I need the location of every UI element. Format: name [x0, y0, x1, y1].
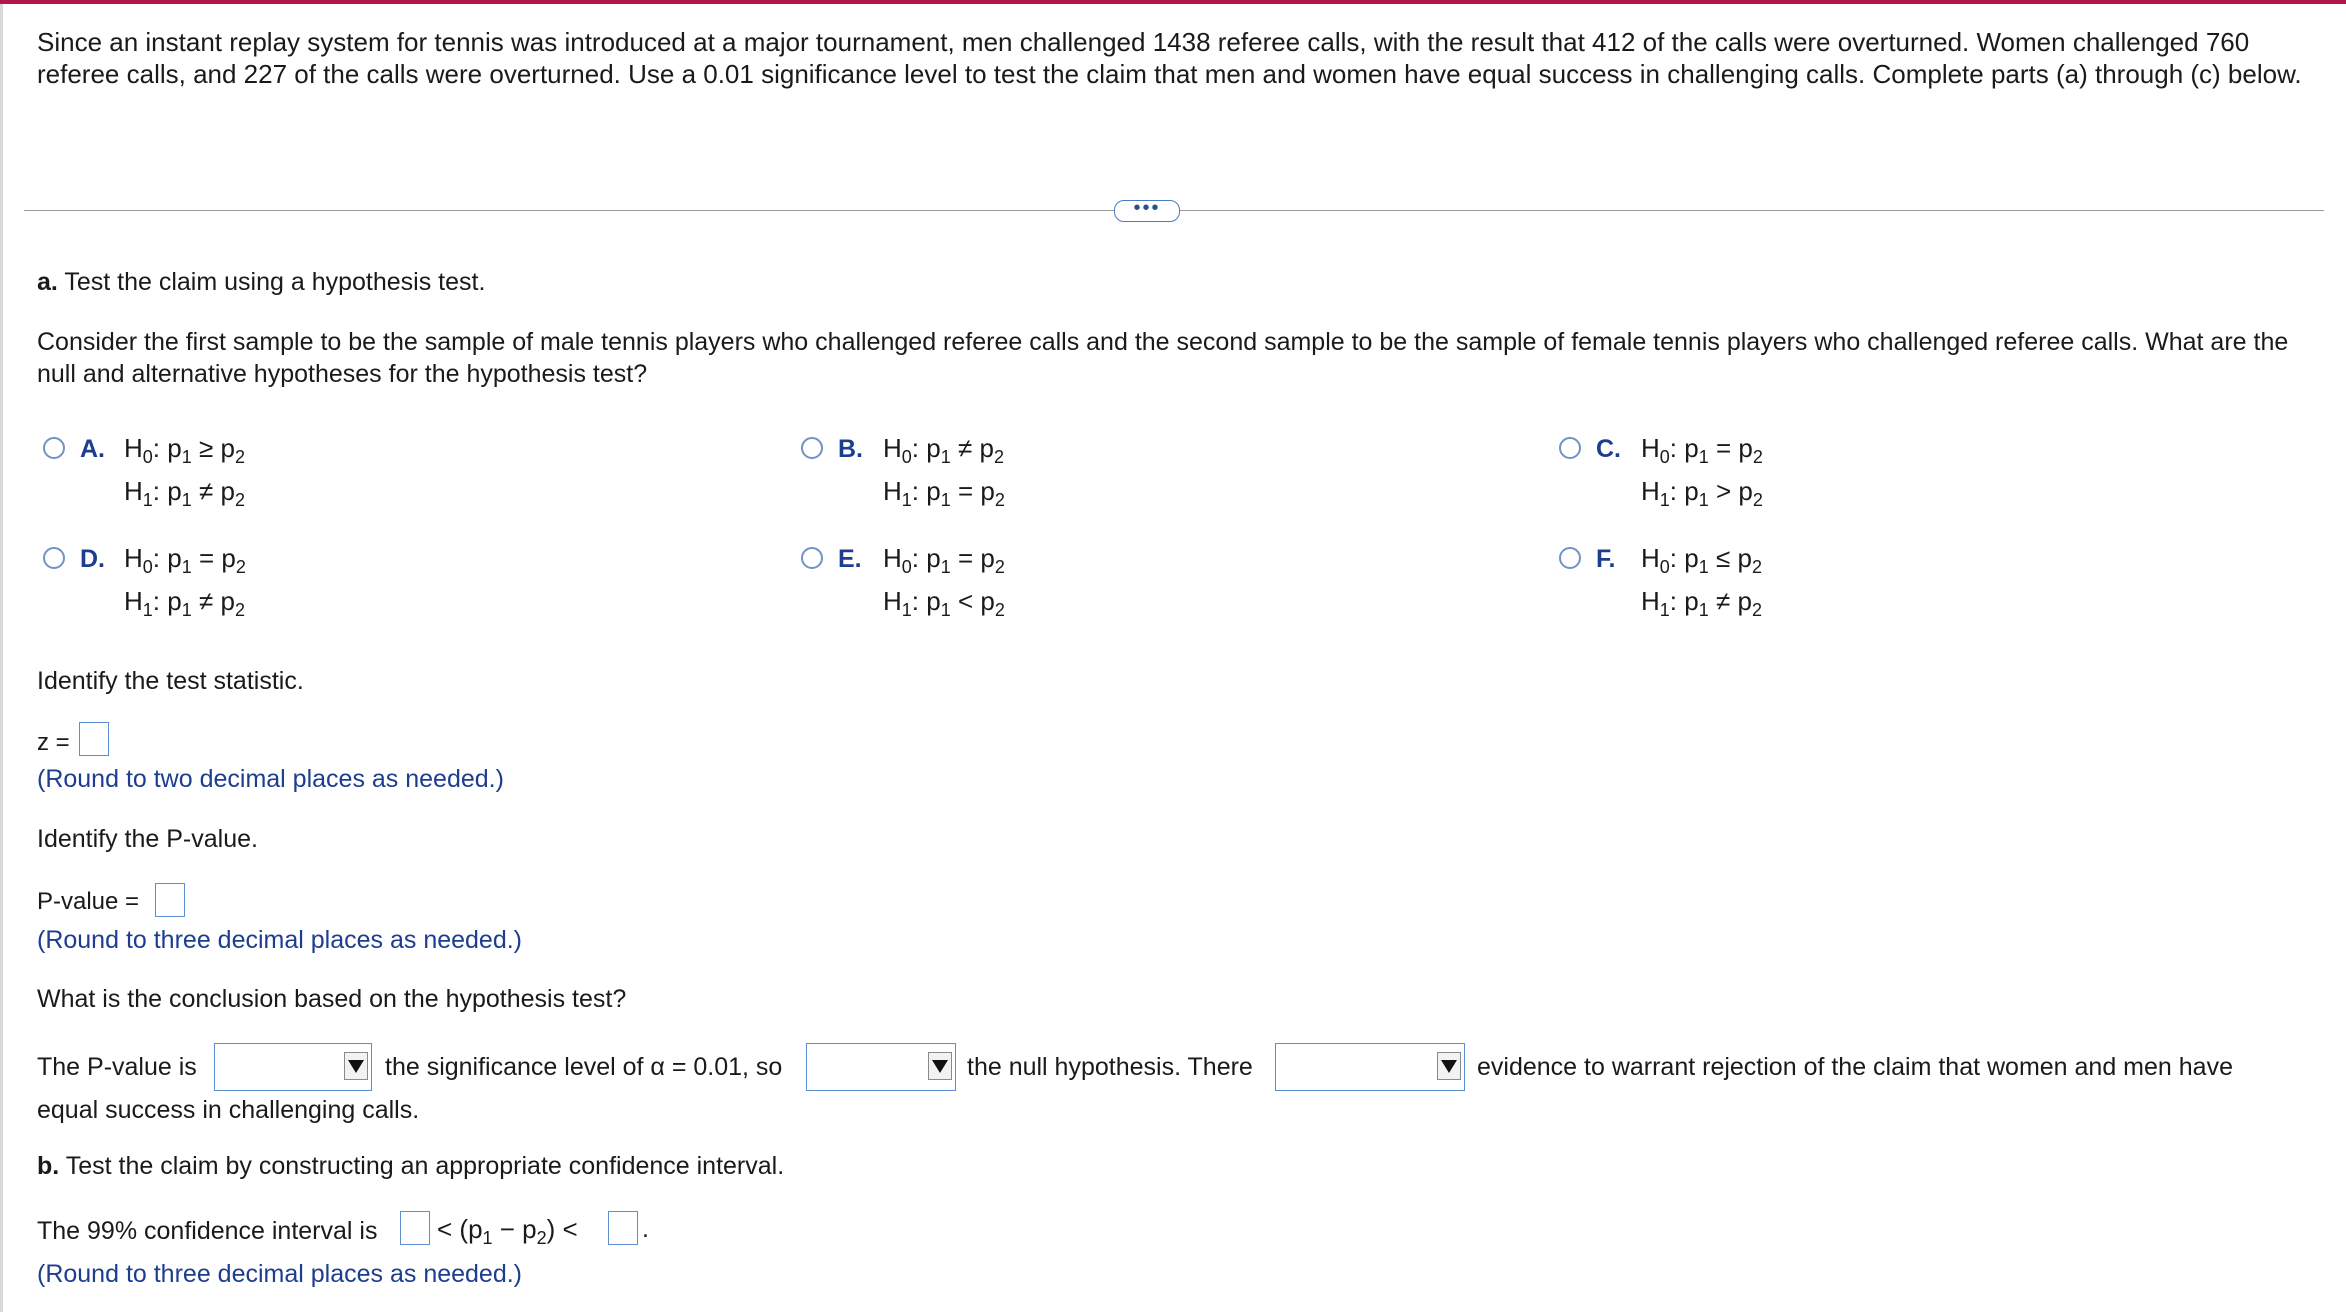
option-d-radio[interactable] [43, 547, 65, 569]
round-three-hint-a: (Round to three decimal places as needed.) [37, 926, 523, 954]
option-b-h0-relation: ≠ [957, 433, 973, 463]
option-a-letter: A. [80, 435, 105, 463]
ci-middle-expression: < $(p_1 - p_2)$ < [437, 1214, 578, 1248]
conclusion-text-2: the significance level of α = 0.01, so [385, 1053, 783, 1081]
option-c-h1-relation: > [1715, 476, 1732, 506]
part-b-title: Test the claim by constructing an appropriate confidence interval. [65, 1152, 785, 1180]
option-e-h1-relation: < [957, 586, 974, 616]
option-e-h0-relation: = [957, 543, 974, 573]
option-b-radio[interactable] [801, 437, 823, 459]
option-d-h1: $H_1$: $p_1 \ne p_2$ [124, 586, 245, 620]
option-f-h1: $H_1$: $p_1 \ne p_2$ [1641, 586, 1762, 620]
evidence-select[interactable] [1275, 1043, 1465, 1091]
z-label: z = [37, 729, 70, 756]
p-value-label: P-value = [37, 888, 140, 915]
option-e-radio[interactable] [801, 547, 823, 569]
p-value-input[interactable] [155, 883, 185, 917]
option-c-h0: $H_0$: $p_1 = p_2$ [1641, 433, 1763, 467]
p-value-comparison-select[interactable] [214, 1043, 372, 1091]
option-f-radio[interactable] [1559, 547, 1581, 569]
option-c-letter: C. [1596, 435, 1621, 463]
option-f-h0: $H_0$: $p_1 \le p_2$ [1641, 543, 1762, 577]
option-f-h1-relation: ≠ [1715, 586, 1731, 616]
dropdown-arrow-icon[interactable] [1437, 1052, 1461, 1080]
left-border [0, 4, 3, 1312]
z-input[interactable] [79, 722, 109, 756]
option-d-h0-relation: = [198, 543, 215, 573]
top-accent-bar [0, 0, 2346, 4]
hypotheses-question: Consider the first sample to be the sample of male tennis players who challenged referee calls and the second sample to be the sample of female tennis players who challenged referee calls. What are the null and alternative hypotheses for the hypothesis test? [37, 328, 2289, 388]
option-d-h0: $H_0$: $p_1 = p_2$ [124, 543, 246, 577]
show-more-button[interactable]: ••• [1114, 200, 1180, 222]
conclusion-text-4: evidence to warrant rejection of the claim that women and men have [1477, 1053, 2233, 1081]
option-d-h1-relation: ≠ [198, 586, 214, 616]
part-a-title: Test the claim using a hypothesis test. [64, 268, 486, 296]
part-a-label: a. [37, 268, 58, 296]
ci-upper-input[interactable] [608, 1211, 638, 1245]
identify-p-value: Identify the P-value. [37, 825, 258, 853]
conclusion-text-1: The P-value is [37, 1053, 197, 1081]
option-a-h0-relation: ≥ [198, 433, 214, 463]
conclusion-text-3: the null hypothesis. There [967, 1053, 1253, 1081]
option-b-h1: $H_1$: $p_1 = p_2$ [883, 476, 1005, 510]
option-e-letter: E. [838, 545, 862, 573]
option-e-h1: $H_1$: $p_1 < p_2$ [883, 586, 1005, 620]
conclusion-text-5: equal success in challenging calls. [37, 1096, 420, 1124]
option-a-h1-relation: ≠ [198, 476, 214, 506]
reject-decision-select[interactable] [806, 1043, 956, 1091]
option-a-h0: $H_0$: $p_1 \ge p_2$ [124, 433, 245, 467]
option-d-letter: D. [80, 545, 105, 573]
part-b-heading [37, 1152, 784, 1181]
option-a-h1: $H_1$: $p_1 \ne p_2$ [124, 476, 245, 510]
option-c-h1: $H_1$: $p_1 > p_2$ [1641, 476, 1763, 510]
ci-period: . [642, 1215, 649, 1243]
option-e-h0: $H_0$: $p_1 = p_2$ [883, 543, 1005, 577]
problem-statement: Since an instant replay system for tennis was introduced at a major tournament, men challenged 1438 referee calls, with the result that 412 of the calls were overturned. Women challenged 760 referee calls, and 227 of the calls were overturned. Use a 0.01 significance level to test the claim that men and women have equal success in challenging calls. Complete parts (a) through (c) below. [37, 27, 2302, 89]
conclusion-question: What is the conclusion based on the hypothesis test? [37, 985, 627, 1013]
identify-test-statistic: Identify the test statistic. [37, 667, 304, 695]
option-c-radio[interactable] [1559, 437, 1581, 459]
round-three-hint-b: (Round to three decimal places as needed.) [37, 1260, 523, 1288]
round-two-hint: (Round to two decimal places as needed.) [37, 765, 504, 793]
option-f-letter: F. [1596, 545, 1616, 573]
ci-lower-input[interactable] [400, 1211, 430, 1245]
dropdown-arrow-icon[interactable] [344, 1052, 368, 1080]
option-f-h0-relation: ≤ [1715, 543, 1731, 573]
option-c-h0-relation: = [1715, 433, 1732, 463]
option-b-h0: $H_0$: $p_1 \ne p_2$ [883, 433, 1004, 467]
part-a-heading [37, 268, 485, 297]
option-b-letter: B. [838, 435, 863, 463]
part-b-label: b. [37, 1152, 60, 1180]
option-a-radio[interactable] [43, 437, 65, 459]
option-b-h1-relation: = [957, 476, 974, 506]
dropdown-arrow-icon[interactable] [928, 1052, 952, 1080]
ci-prefix: The 99% confidence interval is [37, 1217, 378, 1245]
